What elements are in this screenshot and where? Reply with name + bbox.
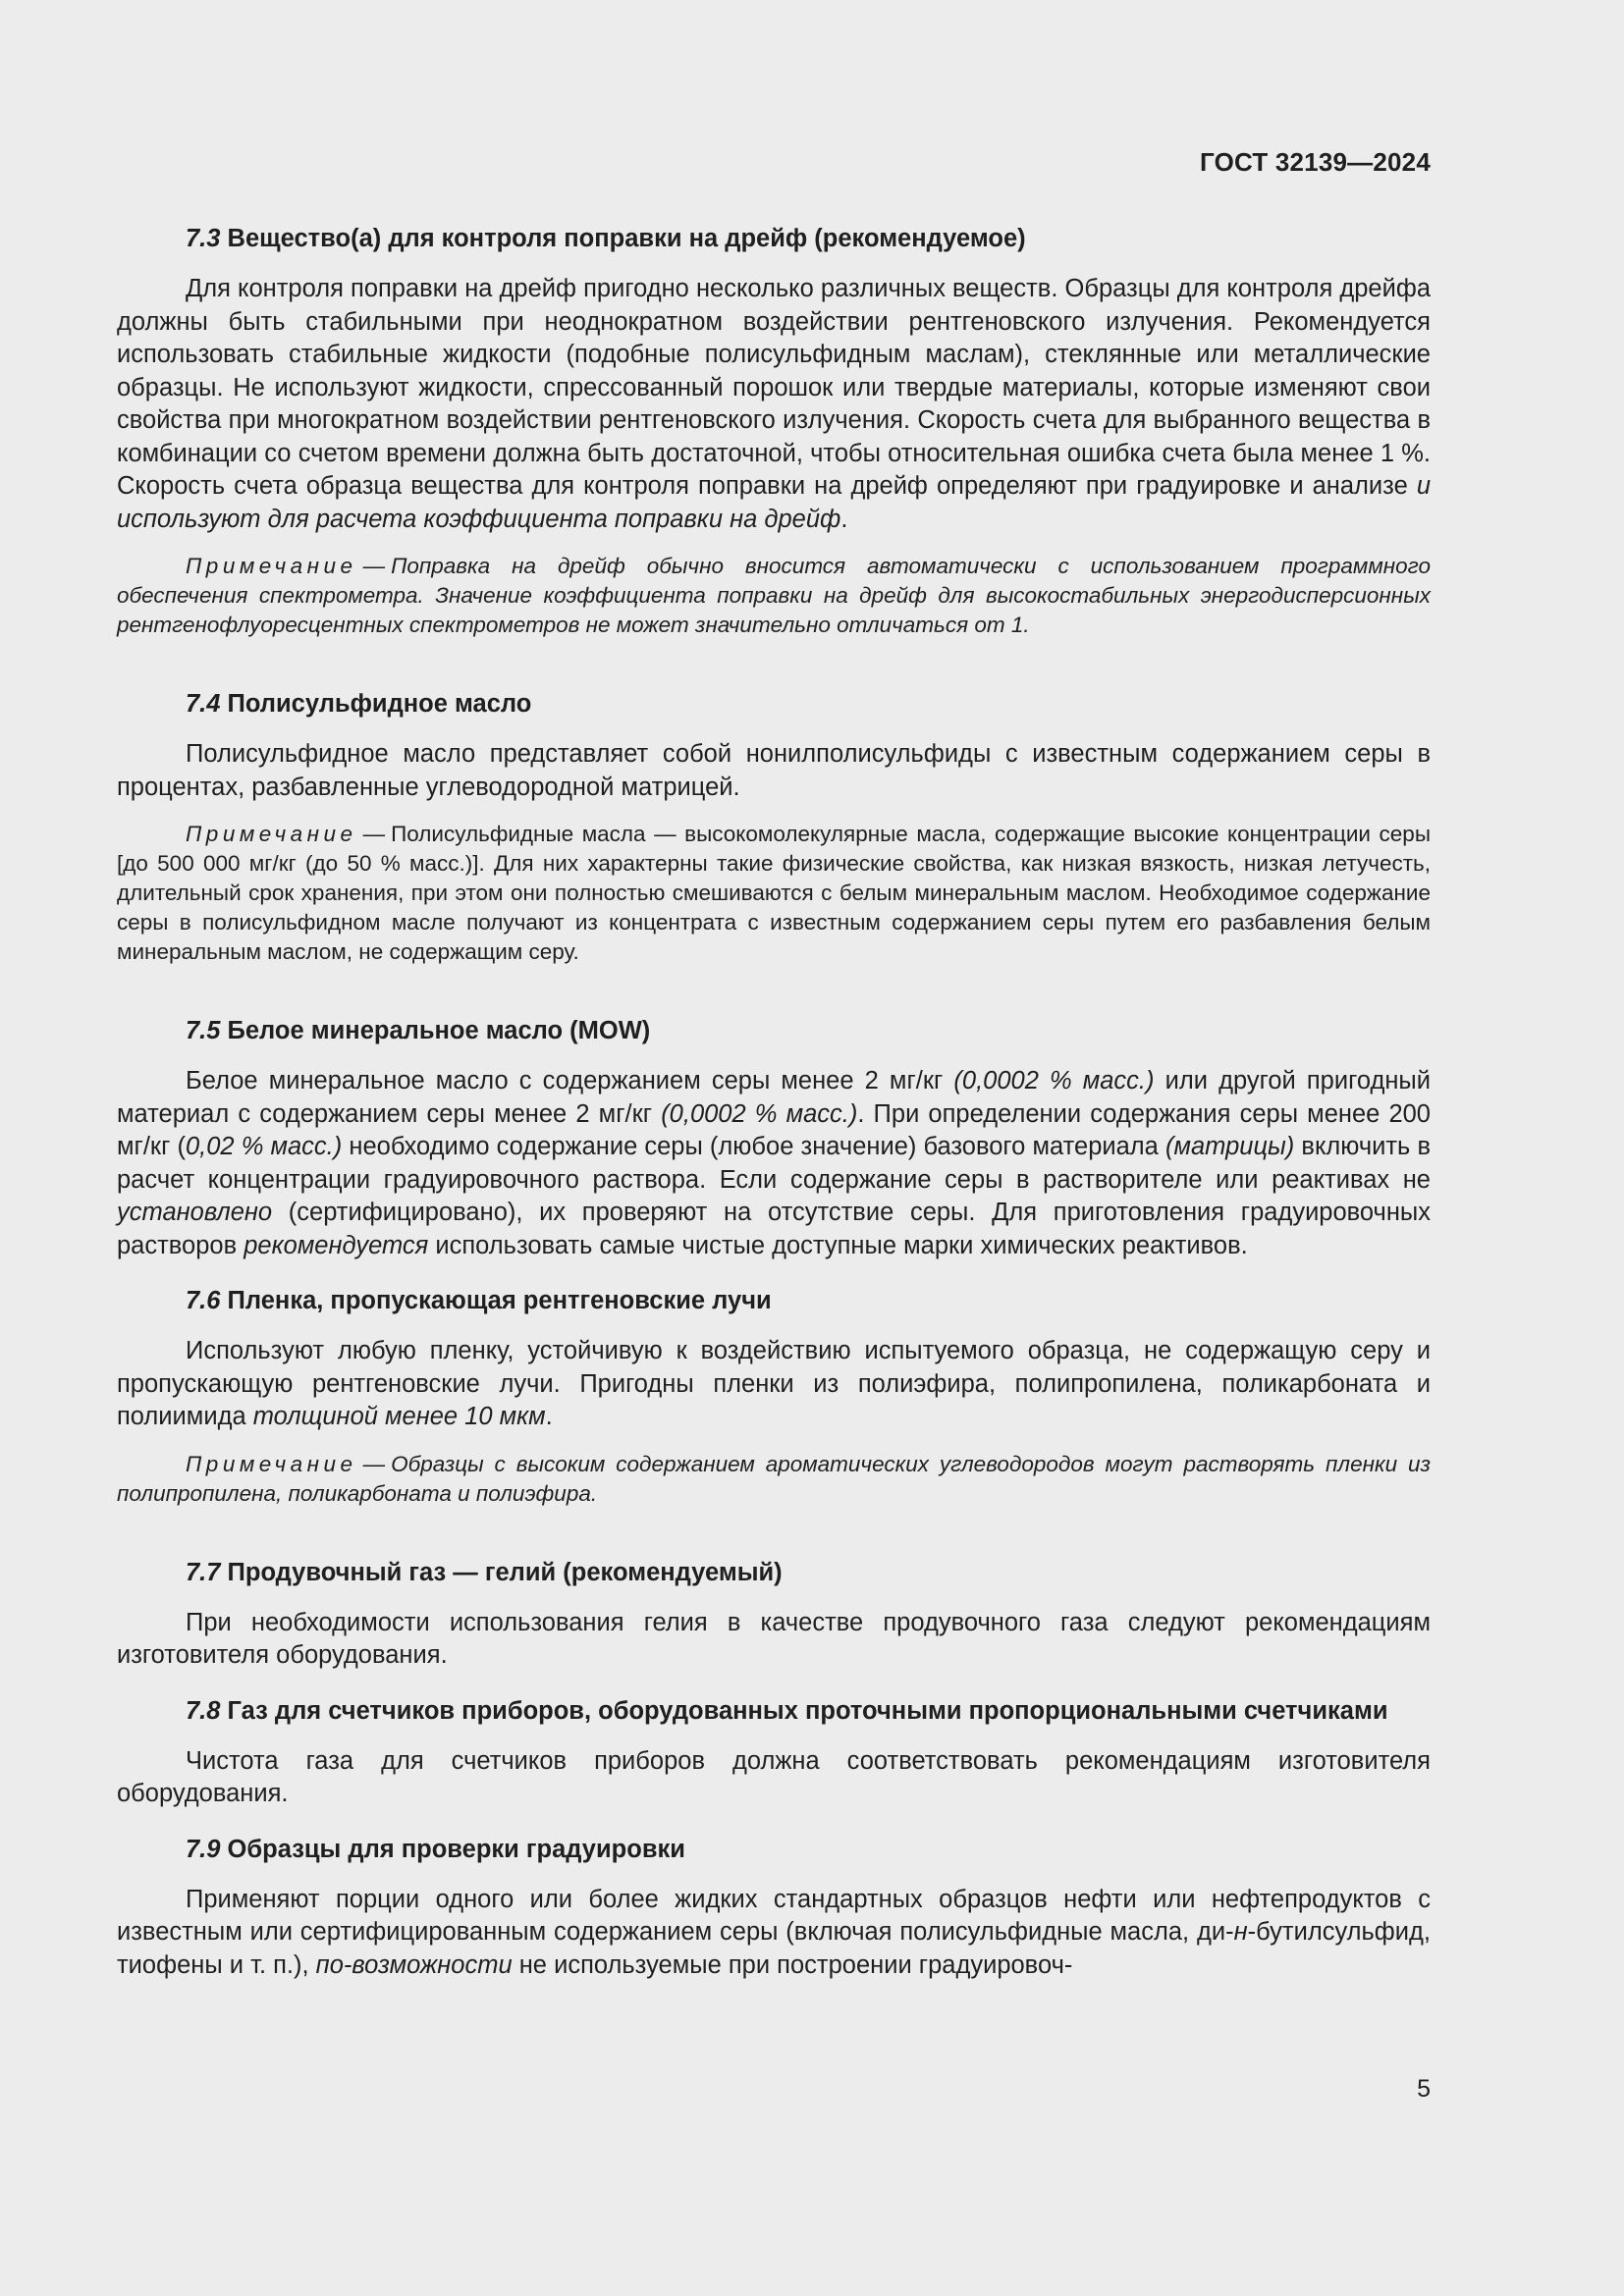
section-heading-7-9 (117, 1833, 1431, 1866)
text-run: Белое минеральное масло с содержанием серы менее 2 мг/кг (186, 1067, 954, 1095)
note-dash: — (362, 554, 386, 578)
text-run: Используют любую пленку, устойчивую к воздействию испытуемого образца, не содержащую серу и пропускающую рентгеновские лучи. Пригодны пленки из полиэфира, полипропилена, поликарбоната и полиимида (117, 1337, 1431, 1430)
page-number: 5 (1417, 2075, 1431, 2103)
text-run: необходимо содержание серы (любое значение) базового материала (342, 1133, 1165, 1160)
section-heading-7-4 (117, 687, 1431, 721)
italic-text-run: толщиной менее 10 мкм (252, 1403, 546, 1430)
section-number: 7.8 (186, 1696, 221, 1725)
standard-code-header: ГОСТ 32139—2024 (1200, 147, 1431, 177)
italic-text-run: (0,0002 % масс.) (953, 1067, 1155, 1095)
section-title: Белое минеральное масло (MOW) (220, 1017, 651, 1044)
note-text: Образцы с высоким содержанием ароматических углеводородов могут растворять пленки из полипропилена, поликарбоната и полиэфира. (117, 1451, 1431, 1506)
section-heading-7-6 (117, 1284, 1431, 1317)
note (117, 1450, 1431, 1509)
italic-text-run: (0,0002 % масс.) (661, 1099, 858, 1128)
section-title: Образцы для проверки градуировки (220, 1835, 685, 1863)
section-title: Пленка, пропускающая рентгеновские лучи (220, 1287, 772, 1314)
note (117, 820, 1431, 967)
section-number: 7.3 (186, 225, 221, 252)
note-label: Примечание (186, 1451, 357, 1476)
paragraph (117, 1884, 1431, 1983)
document-body (117, 222, 1431, 1982)
section-title: Полисульфидное масло (220, 690, 532, 718)
italic-text-run: рекомендуется (244, 1231, 429, 1259)
text-run: или другой пригодный материал с содержанием серы менее 2 мг/кг (117, 1067, 1431, 1128)
section-title: Продувочный газ — гелий (рекомендуемый) (220, 1558, 783, 1586)
italic-text-run: и используют для расчета коэффициента поправки на дрейф (117, 472, 1431, 533)
note-label: Примечание (186, 554, 357, 578)
paragraph: Полисульфидное масло представляет собой нонилполисульфиды с известным содержанием серы в процентах, разбавленные углеводородной матрицей. (117, 740, 1431, 801)
text-run: . При определении содержания серы менее 200 мг/кг ( (117, 1099, 1431, 1160)
text-run: . (545, 1403, 553, 1430)
note-dash: — (362, 822, 386, 846)
note-text: Поправка на дрейф обычно вносится автоматически с использованием программного обеспечения спектрометра. Значение коэффициента поправки на дрейф для высокостабильных энергодисперсионных рентгенофлуоресцентных спектрометров не может значительно отличаться от 1. (117, 554, 1431, 637)
paragraph (117, 1335, 1431, 1434)
text-run: (сертифицировано), их проверяют на отсутствие серы. Для приготовления градуировочных растворов (117, 1199, 1431, 1259)
text-run: Применяют порции одного или более жидких стандартных образцов нефти или нефтепродуктов с известным или сертифицированным содержанием серы (включая полисульфидные масла, ди- (117, 1885, 1431, 1946)
paragraph: Чистота газа для счетчиков приборов должна соответствовать рекомендациям изготовителя оборудования. (117, 1746, 1431, 1807)
paragraph (117, 1065, 1431, 1262)
section-number: 7.4 (186, 690, 221, 718)
text-run: Для контроля поправки на дрейф пригодно несколько различных веществ. Образцы для контроля дрейфа должны быть стабильными при неоднократном воздействии рентгеновского излучения. Рекомендуется использовать стабильные жидкости (подобные полисульфидным маслам), стеклянные или металлические образцы. Не используют жидкости, спрессованный порошок или твердые материалы, которые изменяют свои свойства при многократном воздействии рентгеновского излучения. Скорость счета для выбранного вещества в комбинации со счетом времени должна быть достаточной, чтобы относительная ошибка счета была менее 1 %. Скорость счета образца вещества для контроля поправки на дрейф определяют при градуировке и анализе (117, 275, 1431, 500)
text-run: . (840, 505, 848, 533)
section-title: Газ для счетчиков приборов, оборудованных проточными пропорциональными счетчиками (220, 1696, 1388, 1725)
italic-text-run: (матрицы) (1164, 1133, 1295, 1160)
section-number: 7.9 (186, 1835, 221, 1863)
section-number: 7.7 (186, 1558, 221, 1586)
italic-text-run: по-возможности (315, 1950, 513, 1979)
text-run: включить в расчет концентрации градуировочного раствора. Если содержание серы в растворителе или реактивах не (117, 1133, 1431, 1194)
note-label: Примечание (186, 822, 357, 846)
section-heading-7-8 (117, 1694, 1431, 1728)
text-run: не используемые при построении градуировоч- (512, 1950, 1073, 1979)
section-heading-7-3 (117, 222, 1431, 255)
section-number: 7.6 (186, 1287, 221, 1314)
italic-text-run: установлено (117, 1199, 273, 1226)
note-dash: — (362, 1451, 386, 1476)
note (117, 552, 1431, 640)
section-heading-7-7 (117, 1556, 1431, 1589)
paragraph: При необходимости использования гелия в качестве продувочного газа следуют рекомендациям изготовителя оборудования. (117, 1608, 1431, 1669)
text-run: -бутилсульфид, тиофены и т. п.), (117, 1918, 1431, 1979)
section-number: 7.5 (186, 1017, 221, 1044)
paragraph (117, 273, 1431, 536)
text-run: использовать самые чистые доступные марки химических реактивов. (428, 1231, 1248, 1259)
italic-text-run: н (1233, 1918, 1248, 1946)
note-text: Полисульфидные масла — высокомолекулярные масла, содержащие высокие концентрации серы [до 500 000 мг/кг (до 50 % масс.)]. Для них характерны такие физические свойства, как низкая вязкость, низкая летучесть, длительный срок хранения, при этом они полностью смешиваются с белым минеральным маслом. Необходимое содержание серы в полисульфидном масле получают из концентрата с известным содержанием серы путем его разбавления белым минеральным маслом, не содержащим серу. (117, 822, 1431, 964)
italic-text-run: 0,02 % масс.) (185, 1133, 343, 1160)
section-title: Вещество(а) для контроля поправки на дрейф (рекомендуемое) (220, 225, 1026, 252)
section-heading-7-5 (117, 1014, 1431, 1047)
